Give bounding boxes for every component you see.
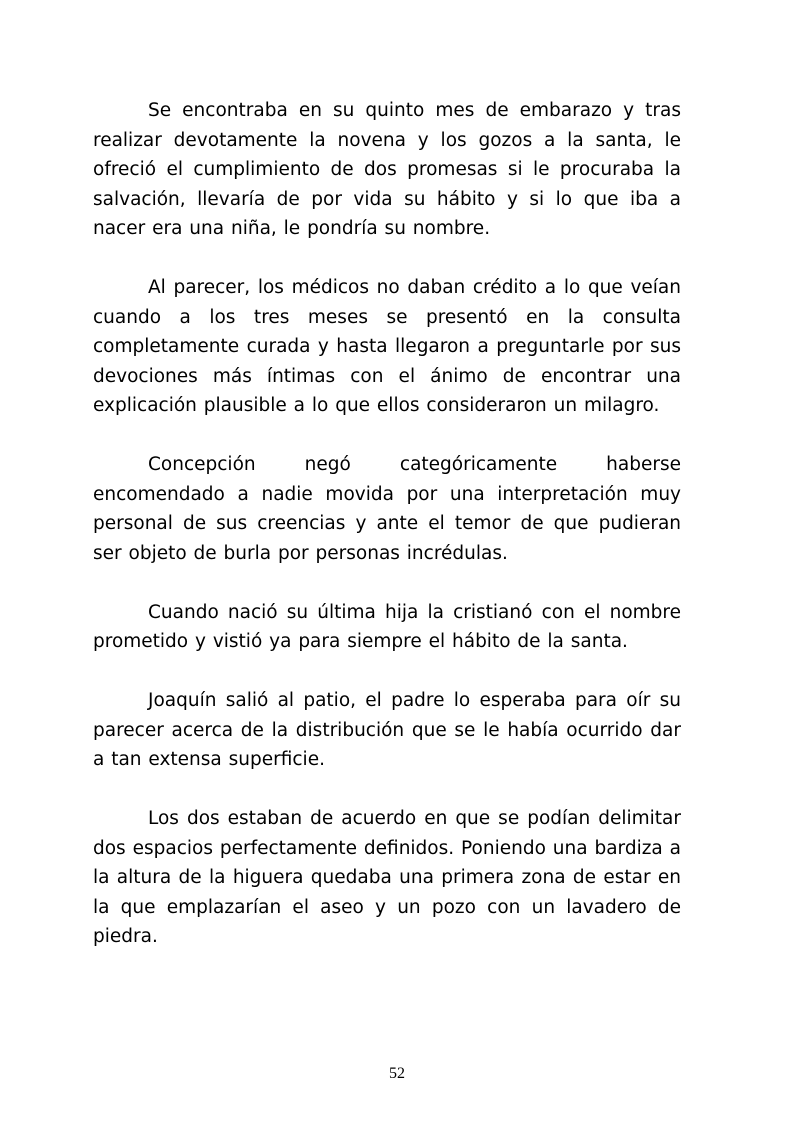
paragraph-5: Joaquín salió al patio, el padre lo esperaba para oír su parecer acerca de la distribución que se le había ocurrido dar a tan extensa superficie. <box>93 690 681 770</box>
paragraph-2: Al parecer, los médicos no daban crédito a lo que veían cuando a los tres meses se presentó en la consulta completamente curada y hasta llegaron a preguntarle por sus devociones más íntimas con el ánimo de encontrar una explicación plausible a lo que ellos consideraron un milagro. <box>93 277 681 416</box>
page-number: 52 <box>389 1065 405 1082</box>
paragraph-1: Se encontraba en su quinto mes de embarazo y tras realizar devotamente la novena y los gozos a la santa, le ofreció el cumplimiento de dos promesas si le procuraba la salvación, llevaría de por vida su hábito y si lo que iba a nacer era una niña, le pondría su nombre. <box>93 100 681 239</box>
paragraph-6: Los dos estaban de acuerdo en que se podían delimitar dos espacios perfectamente definidos. Poniendo una bardiza a la altura de la higuera quedaba una primera zona de estar en la que emplazarían el aseo y un pozo con un lavadero de piedra. <box>93 808 681 947</box>
paragraph-4: Cuando nació su última hija la cristianó con el nombre prometido y vistió ya para siempre el hábito de la santa. <box>93 601 681 652</box>
body-text <box>93 96 681 981</box>
paragraph-3: Concepción negó categóricamente haberse encomendado a nadie movida por una interpretación muy personal de sus creencias y ante el temor de que pudieran ser objeto de burla por personas incrédulas. <box>93 454 681 564</box>
